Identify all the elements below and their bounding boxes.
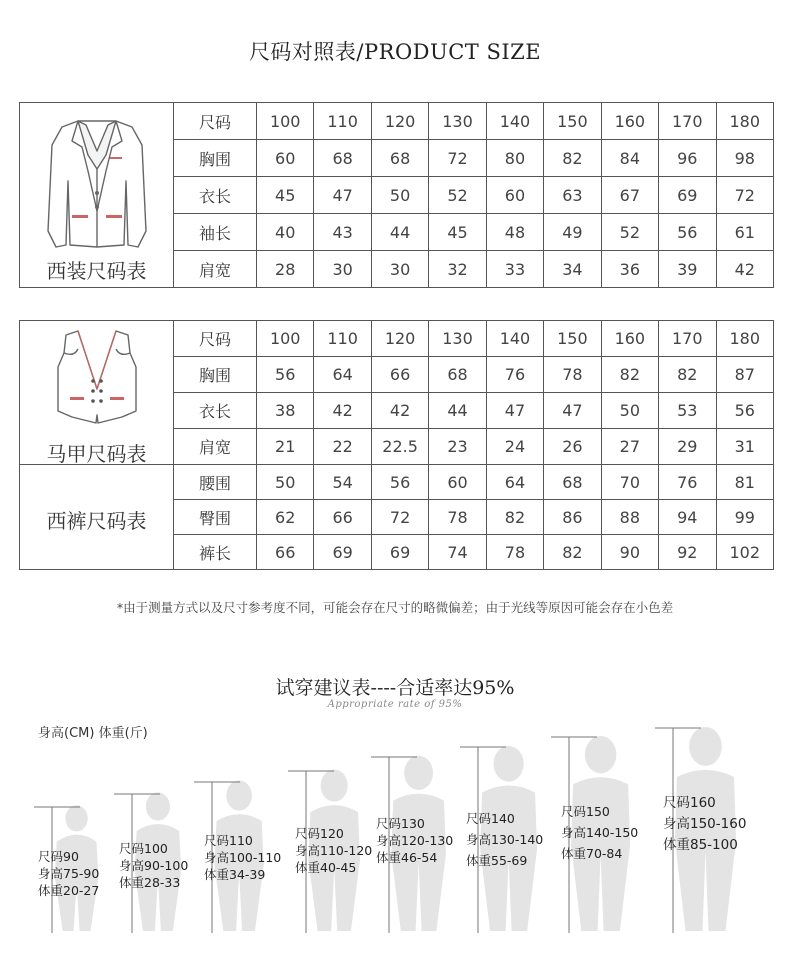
fit-weight: 体重40-45 [295,860,357,875]
table-cell: 68 [371,140,428,177]
table-cell: 180 [716,103,774,140]
table-cell: 30 [314,251,371,288]
fit-height: 身高150-160 [663,816,747,832]
table-row [20,103,774,140]
pants-picture-cell [20,465,174,570]
table-cell: 32 [429,251,486,288]
table-cell: 42 [314,393,371,429]
fit-weight: 体重55-69 [466,853,528,868]
table-cell: 86 [544,500,601,535]
figure-head [146,792,170,820]
table-cell: 81 [716,465,774,500]
table-cell: 52 [601,214,658,251]
table-cell: 69 [371,535,428,570]
table-cell: 36 [601,251,658,288]
table-cell: 68 [314,140,371,177]
fit-label [119,840,188,891]
row-label: 腰围 [174,465,257,500]
row-label: 臀围 [174,500,257,535]
table-cell: 22 [314,429,371,465]
figure-head [404,756,433,790]
table-cell: 64 [486,465,543,500]
table-cell: 160 [601,321,658,357]
table-cell: 82 [544,140,601,177]
table-cell: 80 [486,140,543,177]
table-cell: 100 [257,321,314,357]
table-cell: 66 [371,357,428,393]
fit-weight: 体重34-39 [204,867,266,882]
table-cell: 54 [314,465,371,500]
table-cell: 70 [601,465,658,500]
table-cell: 69 [314,535,371,570]
row-label: 肩宽 [174,251,257,288]
table-cell: 94 [659,500,716,535]
table-cell: 30 [371,251,428,288]
table-cell: 72 [371,500,428,535]
table-cell: 40 [257,214,314,251]
table-cell: 130 [429,103,486,140]
table-cell: 88 [601,500,658,535]
table-cell: 60 [257,140,314,177]
figure-head [321,770,348,802]
measurement-note: *由于测量方式以及尺寸参考度不同，可能会存在尺寸的略微偏差；由于光线等原因可能会存在小色差 [116,600,674,615]
table-cell: 74 [429,535,486,570]
table-cell: 140 [486,103,543,140]
table-cell: 69 [659,177,716,214]
table-cell: 45 [257,177,314,214]
table-cell: 50 [257,465,314,500]
table-cell: 45 [429,214,486,251]
table-cell: 76 [486,357,543,393]
table-cell: 76 [659,465,716,500]
table-cell: 61 [716,214,774,251]
fit-height: 身高100-110 [204,850,282,865]
table-cell: 28 [257,251,314,288]
table-cell: 66 [314,500,371,535]
table-cell: 68 [429,357,486,393]
table-cell: 52 [429,177,486,214]
table-cell: 78 [486,535,543,570]
table-cell: 84 [601,140,658,177]
page-title: 尺码对照表/PRODUCT SIZE [248,40,542,64]
table-cell: 90 [601,535,658,570]
fit-header: 身高(CM) 体重(斤) [38,726,148,741]
table-cell: 100 [257,103,314,140]
table-cell: 31 [716,429,774,465]
fit-size: 尺码120 [295,826,344,841]
table-cell: 42 [716,251,774,288]
figure-head [226,781,252,811]
row-label: 肩宽 [174,429,257,465]
table-cell: 68 [544,465,601,500]
fit-height: 身高110-120 [295,843,373,858]
fit-label [663,793,746,856]
vest-picture-cell [20,321,174,465]
table-cell: 38 [257,393,314,429]
table-cell: 48 [486,214,543,251]
suit-size-table [19,102,774,288]
fit-height: 身高90-100 [119,858,189,873]
fit-height: 身高75-90 [38,866,100,881]
vest-pants-size-table [19,320,774,570]
table-cell: 92 [659,535,716,570]
table-cell: 82 [486,500,543,535]
table-cell: 56 [716,393,774,429]
row-label: 尺码 [174,103,257,140]
fit-weight: 体重20-27 [38,883,100,898]
table-cell: 39 [659,251,716,288]
table-cell: 50 [601,393,658,429]
table-cell: 102 [716,535,774,570]
table-cell: 62 [257,500,314,535]
fit-label [561,801,638,864]
table-cell: 87 [716,357,774,393]
fit-size: 尺码150 [561,804,610,819]
table-cell: 60 [486,177,543,214]
fit-weight: 体重28-33 [119,875,181,890]
table-cell: 64 [314,357,371,393]
table-cell: 33 [486,251,543,288]
fit-height: 身高140-150 [561,825,639,840]
table-cell: 67 [601,177,658,214]
fit-size: 尺码130 [376,816,425,831]
fit-weight: 体重85-100 [663,837,738,853]
fit-size: 尺码100 [119,841,168,856]
table-cell: 60 [429,465,486,500]
table-cell: 53 [659,393,716,429]
table-cell: 150 [544,321,601,357]
table-cell: 130 [429,321,486,357]
table-cell: 22.5 [371,429,428,465]
table-cell: 170 [659,103,716,140]
table-cell: 110 [314,321,371,357]
table-cell: 49 [544,214,601,251]
fit-weight: 体重46-54 [376,850,438,865]
table-cell: 96 [659,140,716,177]
row-label: 衣长 [174,393,257,429]
table-cell: 56 [659,214,716,251]
table-cell: 78 [429,500,486,535]
fit-size: 尺码140 [466,811,515,826]
row-label: 尺码 [174,321,257,357]
table-cell: 21 [257,429,314,465]
table-cell: 120 [371,321,428,357]
table-cell: 110 [314,103,371,140]
table-cell: 170 [659,321,716,357]
table-cell: 26 [544,429,601,465]
fit-label [38,848,99,899]
table-cell: 150 [544,103,601,140]
fit-subtitle: Appropriate rate of 95% [327,699,463,710]
suit-jacket-icon [42,111,152,251]
row-label: 裤长 [174,535,257,570]
fit-label [376,815,453,866]
fit-weight: 体重70-84 [561,846,623,861]
suit-picture-cell [20,103,174,288]
fit-size: 尺码160 [663,795,716,811]
table-cell: 72 [429,140,486,177]
table-cell: 47 [544,393,601,429]
table-cell: 120 [371,103,428,140]
fit-label [466,808,543,871]
fit-size: 尺码110 [204,833,253,848]
table-cell: 82 [659,357,716,393]
table-caption: 西裤尺码表 [46,509,147,533]
fit-title: 试穿建议表----合适率达95% [275,677,515,699]
row-label: 胸围 [174,140,257,177]
row-label: 胸围 [174,357,257,393]
table-cell: 63 [544,177,601,214]
table-row [20,465,774,500]
table-caption: 西装尺码表 [46,259,147,283]
vest-icon [52,327,142,427]
fit-label [295,825,372,876]
table-cell: 47 [486,393,543,429]
fit-label [204,832,281,883]
table-cell: 72 [716,177,774,214]
table-cell: 98 [716,140,774,177]
figure-head [494,746,524,782]
table-cell: 43 [314,214,371,251]
table-cell: 66 [257,535,314,570]
table-cell: 82 [544,535,601,570]
figure-head [65,805,87,831]
table-caption: 马甲尺码表 [46,442,147,466]
table-cell: 23 [429,429,486,465]
fit-height: 身高130-140 [466,832,544,847]
table-cell: 24 [486,429,543,465]
table-cell: 34 [544,251,601,288]
table-cell: 44 [371,214,428,251]
row-label: 衣长 [174,177,257,214]
table-cell: 140 [486,321,543,357]
table-cell: 29 [659,429,716,465]
table-cell: 99 [716,500,774,535]
table-row [20,321,774,357]
table-cell: 44 [429,393,486,429]
fit-size: 尺码90 [38,849,79,864]
table-cell: 42 [371,393,428,429]
table-cell: 50 [371,177,428,214]
fit-height: 身高120-130 [376,833,454,848]
table-cell: 180 [716,321,774,357]
table-cell: 27 [601,429,658,465]
figure-head [689,727,722,766]
figure-head [585,736,616,773]
table-cell: 78 [544,357,601,393]
row-label: 袖长 [174,214,257,251]
table-cell: 56 [371,465,428,500]
table-cell: 47 [314,177,371,214]
table-cell: 82 [601,357,658,393]
table-cell: 56 [257,357,314,393]
table-cell: 160 [601,103,658,140]
